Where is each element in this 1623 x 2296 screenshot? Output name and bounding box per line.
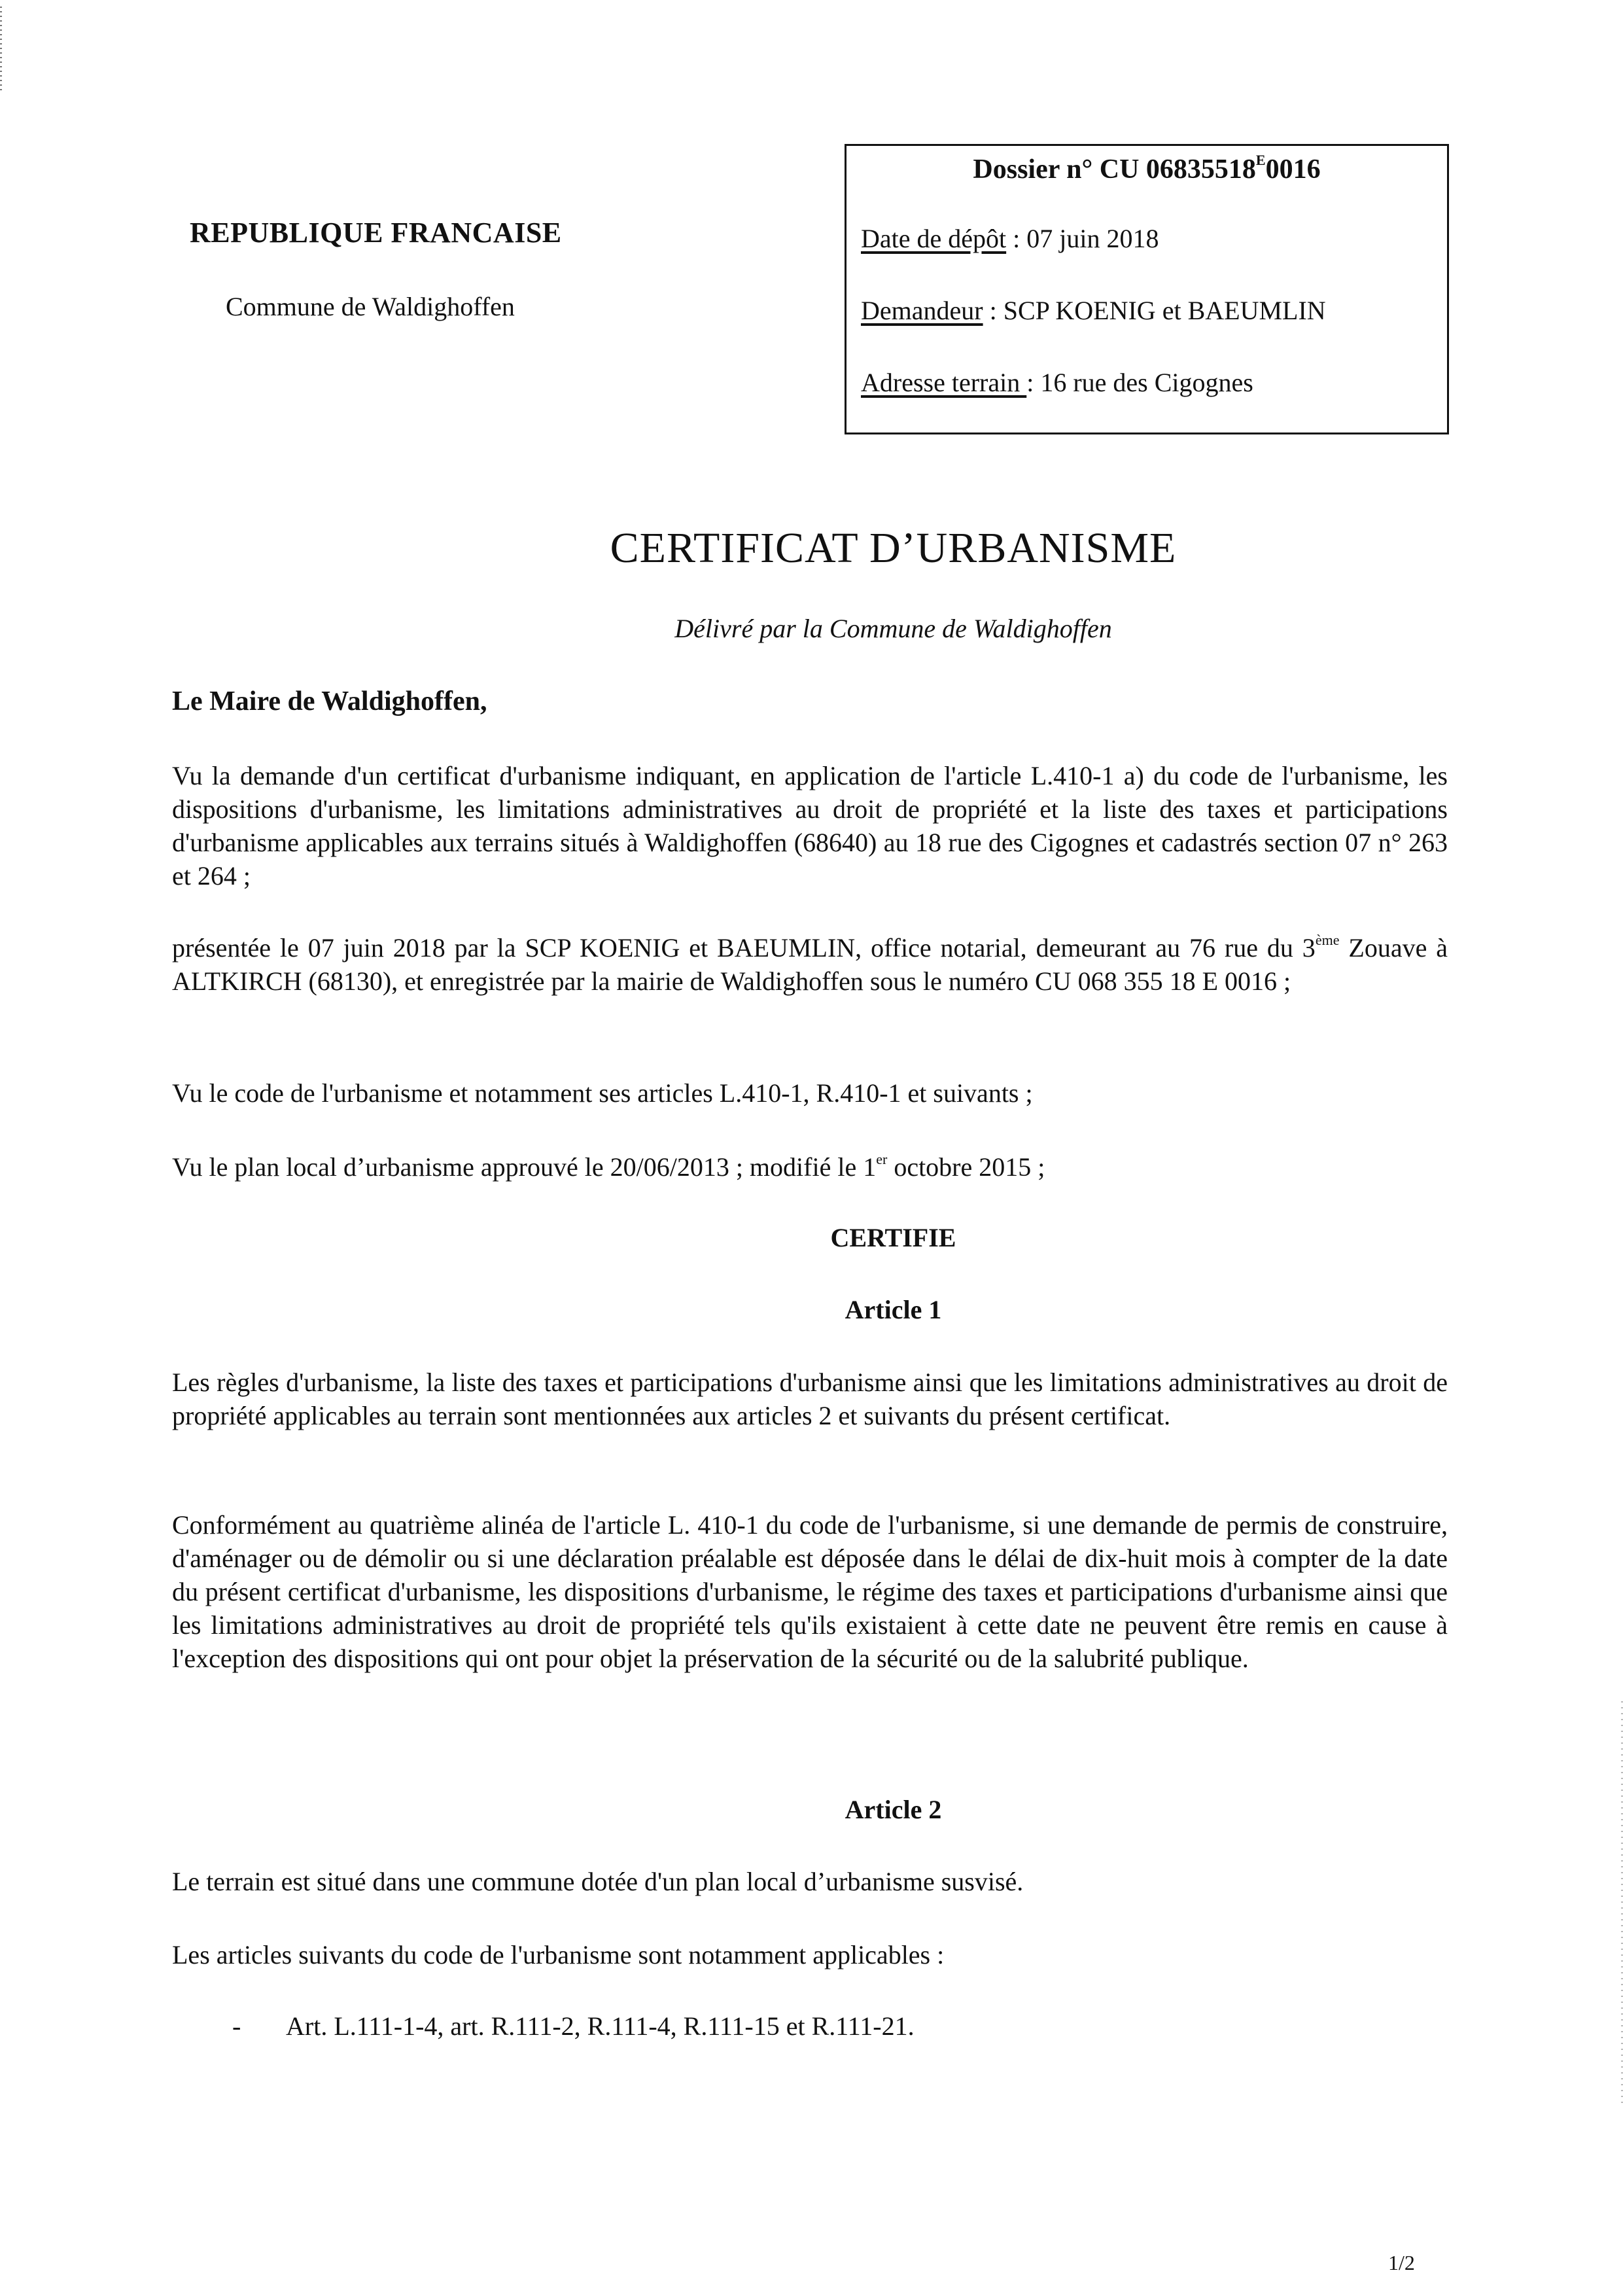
- dossier-number: [846, 154, 1447, 185]
- dossier-info-box: [845, 144, 1449, 434]
- vu-plu-text-a: Vu le plan local d’urbanisme approuvé le 20/06/2013 ; modifié le 1: [172, 1152, 877, 1182]
- article-2-heading: Article 2: [845, 1795, 942, 1824]
- adresse-terrain-label: Adresse terrain: [861, 368, 1027, 397]
- vu-plu-text-b: octobre 2015 ;: [887, 1152, 1045, 1182]
- dossier-number-suffix: 0016: [1265, 154, 1321, 185]
- maire-heading: Le Maire de Waldighoffen,: [172, 686, 487, 716]
- paragraph-vu-demande: Vu la demande d'un certificat d'urbanisme indiquant, en application de l'article L.410-1 a) du code de l'urbanisme, les dispositions d'urbanisme, les limitations administratives au droit de propriété et la liste des taxes et participations d'urbanisme applicables aux terrains situés à Waldighoffen (68640) au 18 rue des Cigognes et cadastrés section 07 n° 263 et 264 ;: [172, 761, 1448, 891]
- commune-name: Commune de Waldighoffen: [226, 292, 515, 321]
- adresse-terrain: [861, 367, 1253, 398]
- demandeur-value: : SCP KOENIG et BAEUMLIN: [983, 296, 1326, 325]
- paragraph-vu-plu: [172, 1150, 1448, 1184]
- article-2-paragraph-2: Les articles suivants du code de l'urbanisme sont notamment applicables :: [172, 1940, 945, 1969]
- date-depot: [861, 223, 1159, 254]
- date-depot-value: : 07 juin 2018: [1006, 224, 1159, 253]
- article-1-paragraph-1: Les règles d'urbanisme, la liste des taxes et participations d'urbanisme ainsi que les limitations administratives au droit de propriété applicables au terrain sont mentionnées aux articles 2 et suivants du présent certificat.: [172, 1368, 1448, 1430]
- article-2-paragraph-1: Le terrain est situé dans une commune dotée d'un plan local d’urbanisme susvisé.: [172, 1867, 1024, 1896]
- presentee-sup: ème: [1315, 932, 1340, 948]
- republique-header: REPUBLIQUE FRANCAISE: [190, 217, 562, 249]
- date-depot-label: Date de dépôt: [861, 224, 1007, 253]
- scanner-artifact-left: [0, 7, 2, 92]
- document-title: CERTIFICAT D’URBANISME: [610, 524, 1177, 572]
- vu-plu-sup: er: [876, 1151, 888, 1167]
- list-item: [232, 2011, 915, 2041]
- paragraph-presentee: [172, 931, 1448, 998]
- demandeur-label: Demandeur: [861, 296, 983, 325]
- list-item-text: Art. L.111-1-4, art. R.111-2, R.111-4, R.111-15 et R.111-21.: [286, 2011, 915, 2041]
- adresse-terrain-value: : 16 rue des Cigognes: [1026, 368, 1253, 397]
- certifie-heading: CERTIFIE: [830, 1223, 956, 1252]
- article-1-heading: Article 1: [845, 1295, 942, 1324]
- article-1-paragraph-2: Conformément au quatrième alinéa de l'article L. 410-1 du code de l'urbanisme, si une demande de permis de construire, d'aménager ou de démolir ou si une déclaration préalable est déposée dans le délai de dix-huit mois à compter de la date du présent certificat d'urbanisme, les dispositions d'urbanisme, le régime des taxes et participations d'urbanisme ainsi que les limitations administratives au droit de propriété tels qu'ils existaient à cette date ne peuvent être remis en cause à l'exception des dispositions qui ont pour objet la préservation de la sécurité ou de la salubrité publique.: [172, 1510, 1448, 1673]
- list-bullet: -: [232, 2011, 241, 2041]
- presentee-text-a: présentée le 07 juin 2018 par la SCP KOENIG et BAEUMLIN, office notarial, demeurant au 76 rue du 3: [172, 933, 1316, 963]
- presentee-text-b: Zouave à ALTKIRCH (68130), et enregistrée par la mairie de Waldighoffen sous le numéro CU 068 355 18 E 0016 ;: [172, 933, 1448, 996]
- paragraph-vu-code: Vu le code de l'urbanisme et notamment ses articles L.410-1, R.410-1 et suivants ;: [172, 1078, 1033, 1108]
- dossier-number-prefix: Dossier n° CU 06835518: [973, 154, 1256, 185]
- document-subtitle: Délivré par la Commune de Waldighoffen: [674, 614, 1112, 643]
- page-number: 1/2: [1388, 2251, 1415, 2274]
- dossier-number-sup: E: [1255, 152, 1266, 168]
- demandeur: [861, 295, 1326, 326]
